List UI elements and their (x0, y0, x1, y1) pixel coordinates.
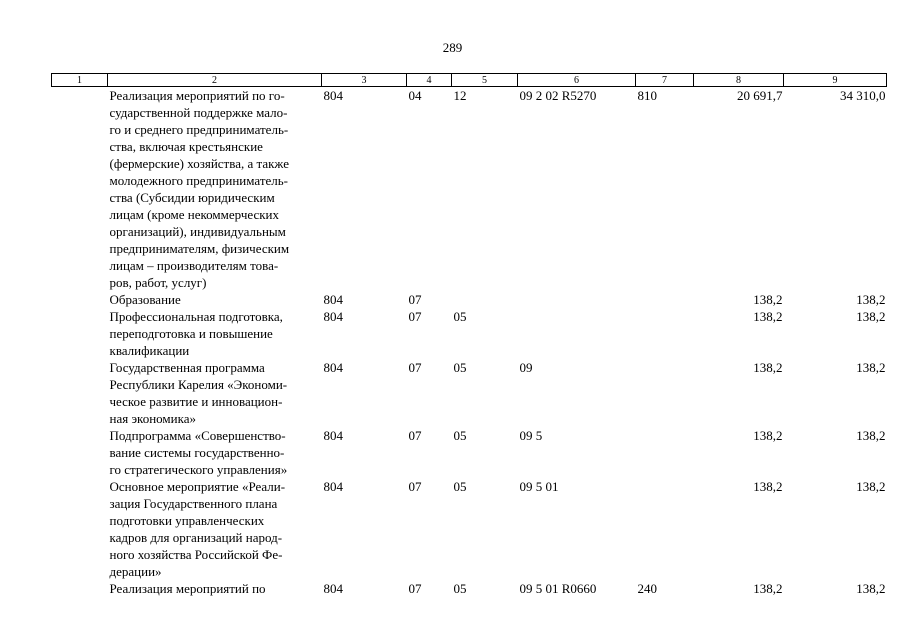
page-number: 289 (442, 40, 463, 55)
expense-name-cell (108, 87, 322, 292)
empty-cell (52, 308, 108, 359)
expense-name-line: Государственная программа (109, 360, 265, 375)
column-number: 6 (518, 74, 636, 87)
expense-name-line: зация Государственного плана (109, 496, 278, 511)
expense-name-line: переподготовка и повышение (109, 326, 273, 341)
expense-name-cell (108, 308, 322, 359)
ministry-code-cell: 804 (323, 88, 343, 103)
expense-type-cell: 810 (637, 88, 657, 103)
expense-name-line: организаций), индивидуальным (109, 224, 286, 239)
expense-type-cell (636, 308, 694, 359)
expense-name-line: Основное мероприятие «Реали- (109, 479, 286, 494)
expense-name-line: ного хозяйства Российской Фе- (109, 547, 283, 562)
expense-name-line: го и среднего предприниматель- (109, 122, 289, 137)
expense-name-line: сударственной поддержке мало- (109, 105, 288, 120)
table-row (52, 580, 887, 597)
table-row (52, 478, 887, 580)
table-row (52, 427, 887, 478)
amount-year-1-cell: 20 691,7 (737, 88, 783, 103)
subsection-code-cell: 12 (453, 88, 467, 103)
expense-name-line: Подпрограмма «Совершенство- (109, 428, 286, 443)
target-article-cell: 09 5 01 (519, 479, 559, 494)
expense-name-line: дерации» (109, 564, 162, 579)
subsection-code-cell: 05 (453, 581, 467, 596)
expense-name-line: ства, включая крестьянские (109, 139, 263, 154)
amount-year-1-cell: 138,2 (753, 428, 783, 443)
target-article-cell: 09 5 01 R0660 (519, 581, 597, 596)
amount-year-2-cell: 138,2 (856, 428, 886, 443)
column-number-header (52, 74, 887, 87)
expense-type-cell (636, 359, 694, 427)
subsection-code-cell: 05 (453, 479, 467, 494)
target-article-cell: 09 2 02 R5270 (519, 88, 597, 103)
expense-name-cell (108, 427, 322, 478)
amount-year-2-cell: 138,2 (856, 309, 886, 324)
expense-name-line: Образование (109, 292, 181, 307)
expense-name-line: Реализация мероприятий по (109, 581, 266, 596)
subsection-code-cell: 05 (453, 360, 467, 375)
column-number: 1 (52, 74, 108, 87)
ministry-code-cell: 804 (323, 581, 343, 596)
expense-name-line: вание системы государственно- (109, 445, 285, 460)
empty-cell (52, 478, 108, 580)
expense-name-cell (108, 580, 322, 597)
table-row (52, 359, 887, 427)
budget-table (51, 73, 887, 597)
column-number: 9 (784, 74, 887, 87)
ministry-code-cell: 804 (323, 360, 343, 375)
empty-cell (52, 291, 108, 308)
expense-name-cell (108, 291, 322, 308)
column-number: 3 (322, 74, 407, 87)
expense-name-line: предпринимателям, физическим (109, 241, 290, 256)
expense-name-line: Реализация мероприятий по го- (109, 88, 285, 103)
column-number: 7 (636, 74, 694, 87)
section-code-cell: 07 (408, 292, 422, 307)
table-row (52, 291, 887, 308)
section-code-cell: 07 (408, 309, 422, 324)
column-number: 4 (407, 74, 452, 87)
column-number: 2 (108, 74, 322, 87)
empty-cell (52, 87, 108, 292)
section-code-cell: 07 (408, 360, 422, 375)
amount-year-2-cell: 34 310,0 (840, 88, 886, 103)
target-article-cell: 09 5 (519, 428, 543, 443)
amount-year-2-cell: 138,2 (856, 479, 886, 494)
expense-name-line: лицам – производителям това- (109, 258, 279, 273)
empty-cell (52, 359, 108, 427)
section-code-cell: 04 (408, 88, 422, 103)
column-number: 5 (452, 74, 518, 87)
subsection-code-cell: 05 (453, 309, 467, 324)
expense-name-line: Республики Карелия «Экономи- (109, 377, 288, 392)
expense-name-line: го стратегического управления» (109, 462, 288, 477)
amount-year-2-cell: 138,2 (856, 360, 886, 375)
expense-name-line: квалификации (109, 343, 190, 358)
expense-name-line: ческое развитие и инновацион- (109, 394, 283, 409)
expense-name-line: ная экономика» (109, 411, 196, 426)
expense-name-line: молодежного предприниматель- (109, 173, 289, 188)
ministry-code-cell: 804 (323, 292, 343, 307)
target-article-cell (518, 308, 636, 359)
expense-type-cell (636, 478, 694, 580)
section-code-cell: 07 (408, 428, 422, 443)
ministry-code-cell: 804 (323, 309, 343, 324)
amount-year-1-cell: 138,2 (753, 581, 783, 596)
section-code-cell: 07 (408, 581, 422, 596)
expense-name-line: кадров для организаций народ- (109, 530, 283, 545)
table-row (52, 87, 887, 292)
expense-type-cell (636, 291, 694, 308)
amount-year-1-cell: 138,2 (753, 309, 783, 324)
empty-cell (52, 580, 108, 597)
subsection-code-cell (452, 291, 518, 308)
subsection-code-cell: 05 (453, 428, 467, 443)
expense-name-cell (108, 478, 322, 580)
expense-name-line: Профессиональная подготовка, (109, 309, 283, 324)
amount-year-2-cell: 138,2 (856, 292, 886, 307)
column-number: 8 (694, 74, 784, 87)
expense-name-line: ства (Субсидии юридическим (109, 190, 275, 205)
amount-year-1-cell: 138,2 (753, 292, 783, 307)
amount-year-1-cell: 138,2 (753, 360, 783, 375)
expense-name-cell (108, 359, 322, 427)
table-body (52, 87, 887, 598)
table-row (52, 308, 887, 359)
expense-name-line: подготовки управленческих (109, 513, 265, 528)
target-article-cell: 09 (519, 360, 533, 375)
expense-name-line: (фермерские) хозяйства, а также (109, 156, 290, 171)
empty-cell (52, 427, 108, 478)
amount-year-2-cell: 138,2 (856, 581, 886, 596)
expense-type-cell (636, 427, 694, 478)
section-code-cell: 07 (408, 479, 422, 494)
expense-type-cell: 240 (637, 581, 657, 596)
target-article-cell (518, 291, 636, 308)
ministry-code-cell: 804 (323, 479, 343, 494)
expense-name-line: лицам (кроме некоммерческих (109, 207, 280, 222)
ministry-code-cell: 804 (323, 428, 343, 443)
amount-year-1-cell: 138,2 (753, 479, 783, 494)
expense-name-line: ров, работ, услуг) (109, 275, 207, 290)
